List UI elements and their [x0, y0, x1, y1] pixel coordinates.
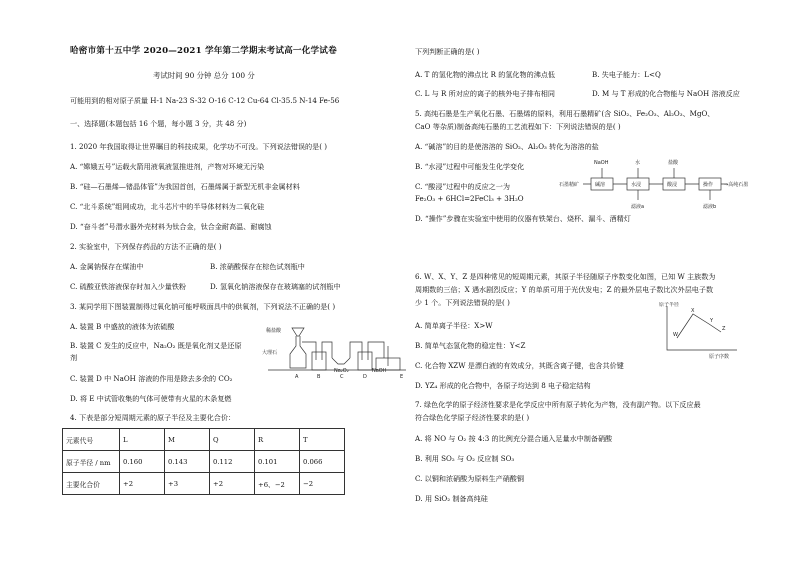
q3-option-b: B. 装置 C 发生的反应中，Na₂O₂ 既是氧化剂又是还原: [70, 341, 242, 350]
table-cell: 0.143: [165, 451, 210, 473]
q4-cont-stem: 下列判断正确的是( ): [415, 47, 480, 56]
table-cell: +6、−2: [255, 473, 300, 495]
q5-option-a: A. “碱溶”的目的是使溶溶的 SiO₂、Al₂O₃ 转化为溶溶的盐: [415, 142, 599, 151]
flask-a: [290, 336, 306, 368]
q5-option-c: C. “酸浸”过程中的反应之一为: [415, 182, 510, 191]
q5-stem: 5. 高纯石墨是生产氧化石墨、石墨烯的原料，利用石墨精矿(含 SiO₂、Fe₂O₃、Al₂O₃、MgO、: [415, 109, 715, 118]
q6-option-a: A. 简单离子半径：X>W: [415, 321, 493, 330]
flow-end: →高纯石墨: [724, 182, 749, 188]
element-property-table: [62, 428, 345, 495]
table-header-row: [63, 429, 345, 451]
q6-stem-cont2: 少 1 个。下列说法错误的是( ): [415, 298, 510, 307]
letter-a: A: [295, 374, 299, 380]
graph-ylabel: 原子半径: [659, 302, 680, 308]
q1-option-c: C. “北斗系统”组网成功，北斗芯片中的半导体材料为二氧化硅: [70, 202, 265, 211]
acid-label: 稀盐酸: [266, 328, 282, 334]
q1-option-b: B. “硅—石墨烯—锗晶体管”为我国首创，石墨烯属于新型无机非金属材料: [70, 182, 300, 191]
q4-stem: 4. 下表是部分短周期元素的原子半径及主要化合价：: [70, 413, 236, 422]
funnel: [292, 328, 304, 336]
q5-option-b: B. “水浸”过程中可能发生化学变化: [415, 162, 525, 171]
q7-option-a: A. 将 NO 与 O₂ 按 4:3 的比例充分混合通入足量水中制备硝酸: [415, 434, 613, 443]
letter-b: B: [317, 374, 321, 380]
q4-option-b: B. 失电子能力：L<Q: [592, 70, 661, 79]
table-cell: −2: [300, 473, 345, 495]
q3-stem: 3. 某同学用下图装置制得过氧化钠可能呼吸面具中的供氧剂，下列说法不正确的是( ): [70, 302, 336, 311]
q2-option-c: C. 硫酸亚铁溶液保存时加入少量铁粉: [70, 282, 187, 291]
table-cell: +2: [120, 473, 165, 495]
q6-stem-cont: 周期数的三倍；X 遇水剧烈反应；Y 的单质可用于光伏发电；Z 的最外层电子数比次外层电子数: [415, 285, 714, 294]
letter-c: C: [340, 374, 344, 380]
flow-filtrate-a: 滤液a: [631, 204, 645, 210]
q7-option-c: C. 以铜和浓硝酸为原料生产硝酸铜: [415, 474, 524, 483]
q7-option-b: B. 利用 SO₂ 与 O₂ 反应制 SO₃: [415, 454, 515, 463]
flow-step: 碱溶: [595, 182, 606, 188]
q6-option-c: C. 化合物 XZW 是漂白液的有效成分，其既含离子键，也含共价键: [415, 361, 624, 370]
q4-option-c: C. L 与 R 所对应的离子的核外电子排布相同: [415, 89, 555, 98]
process-flowchart: [559, 150, 759, 212]
table-header-cell: M: [165, 429, 210, 451]
section-heading: 一、选择题(本题包括 16 个题，每小题 3 分，共 48 分): [70, 119, 247, 128]
letter-e: E: [400, 374, 404, 380]
graph-line: [677, 314, 721, 338]
q2-option-a: A. 金属钠保存在煤油中: [70, 262, 144, 271]
flow-step: 操作: [703, 182, 714, 188]
letter-d: D: [363, 374, 367, 380]
table-cell: +3: [165, 473, 210, 495]
table-cell: 0.101: [255, 451, 300, 473]
q5-option-c-equation: Fe₂O₃ + 6HCl=2FeCl₃ + 3H₂O: [415, 194, 524, 203]
u-tube-c: [332, 358, 350, 364]
table-cell: 0.160: [120, 451, 165, 473]
q3-option-b-cont: 剂: [70, 353, 78, 362]
graph-point-x: X: [691, 308, 695, 314]
q1-option-d: D. “奋斗者”号潜水器外壳材料为钛合金，钛合金耐高温、耐腐蚀: [70, 222, 272, 231]
table-cell: +2: [210, 473, 255, 495]
q7-stem: 7. 绿色化学的原子经济性要求是化学反应中所有原子转化为产物，没有副产物。以下反应最: [415, 400, 701, 409]
apparatus-diagram: [262, 318, 412, 380]
bottle-d: [358, 352, 372, 370]
q2-option-d: D. 氢氧化钠溶液保存在玻璃塞的试剂瓶中: [210, 282, 341, 291]
q7-option-d: D. 用 SiO₂ 制备高纯硅: [415, 494, 488, 503]
q1-stem: 1. 2020 年我国取得让世界瞩目的科技成果，化学功不可没。下列说法错误的是( ): [70, 142, 328, 151]
radius-label: 原子半径 / nm: [63, 451, 120, 473]
table-header-cell: Q: [210, 429, 255, 451]
graph-point-z: Z: [722, 326, 726, 332]
q3-option-c: C. 装置 D 中 NaOH 溶液的作用是除去多余的 CO₂: [70, 374, 233, 383]
table-header-cell: R: [255, 429, 300, 451]
graph-axes: [667, 306, 737, 350]
q4-option-a: A. T 的氢化物的沸点比 R 的氢化物的沸点低: [415, 70, 555, 79]
q6-option-d: D. YZ₄ 形成的化合物中，各原子均达到 8 电子稳定结构: [415, 381, 591, 390]
graph-point-w: W: [673, 332, 678, 338]
table-row: [63, 473, 345, 495]
table-header-cell: L: [120, 429, 165, 451]
flow-hcl: 盐酸: [668, 160, 679, 166]
q6-stem: 6. W、X、Y、Z 是四种常见的短周期元素，其原子半径随原子序数变化如图，已知 W 主族数为: [415, 272, 716, 281]
q2-stem: 2. 实验室中，下列保存药品的方法不正确的是( ): [70, 242, 222, 251]
flow-water: 水: [635, 160, 641, 166]
bottle-b: [312, 352, 326, 370]
flow-start: 石墨精矿: [559, 182, 580, 188]
q6-option-b: B. 简单气态氢化物的稳定性：Y<Z: [415, 341, 526, 350]
flow-filtrate-b: 滤液b: [703, 204, 717, 210]
q3-option-a: A. 装置 B 中盛放的液体为浓硫酸: [70, 322, 175, 331]
table-header-cell: 元素代号: [63, 429, 120, 451]
valence-label: 主要化合价: [63, 473, 120, 495]
exam-info: 考试时间 90 分钟 总分 100 分: [153, 71, 255, 80]
graph-point-y: Y: [710, 318, 714, 324]
q2-option-b: B. 浓硝酸保存在棕色试剂瓶中: [210, 262, 305, 271]
q7-stem-cont: 符合绿色化学原子经济性要求的是( ): [415, 413, 530, 422]
q3-option-d: D. 将 E 中试管收集的气体可使带有火星的木条复燃: [70, 394, 232, 403]
table-cell: 0.066: [300, 451, 345, 473]
atomic-masses: 可能用到的相对原子质量 H-1 Na-23 S-32 O-16 C-12 Cu-64 Cl-35.5 N-14 Fe-56: [70, 96, 340, 105]
graph-xlabel: 原子序数: [709, 354, 730, 360]
q4-option-d: D. M 与 T 形成的化合物能与 NaOH 溶液反应: [592, 89, 740, 98]
naoh-label: NaOH: [372, 368, 387, 374]
flow-step: 水浸: [631, 182, 642, 188]
q1-option-a: A. “嫦娥五号”运载火箭用液氧液氢推进剂，产物对环境无污染: [70, 162, 265, 171]
marble-label: 大理石: [262, 350, 278, 356]
q5-option-d: D. “操作”步骤在实验室中使用的仪器有铁架台、烧杯、漏斗、酒精灯: [415, 214, 631, 223]
table-cell: 0.112: [210, 451, 255, 473]
q5-stem-cont: CaO 等杂质)制备高纯石墨的工艺流程如下：下列说法错误的是( ): [415, 122, 621, 131]
table-row: [63, 451, 345, 473]
flow-step: 酸浸: [667, 182, 678, 188]
table-header-cell: T: [300, 429, 345, 451]
flow-naoh: NaOH: [594, 160, 609, 166]
exam-title: 哈密市第十五中学 2020—2021 学年第二学期末考试高一化学试卷: [70, 46, 337, 56]
na2o2-label: Na₂O₂: [334, 368, 349, 374]
radius-graph: [659, 302, 741, 360]
